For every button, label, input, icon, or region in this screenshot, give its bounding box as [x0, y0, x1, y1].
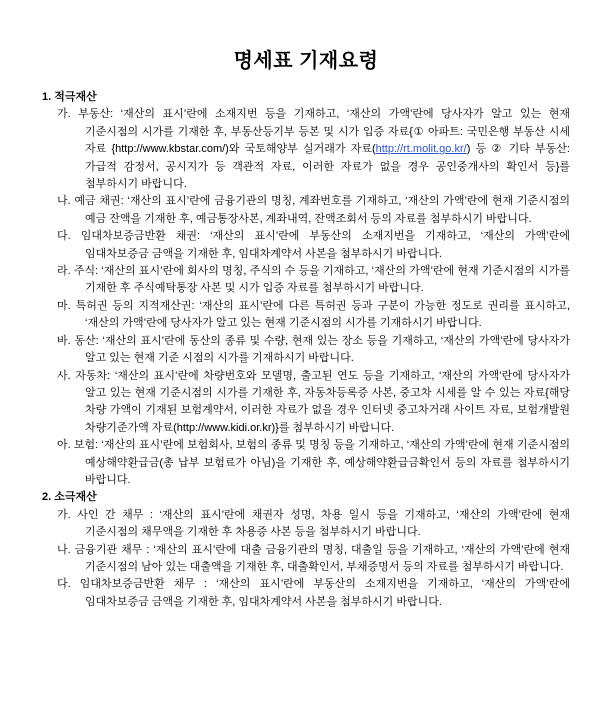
item-label: 나.	[57, 543, 75, 556]
item-text: 보험: ‘재산의 표시’란에 보험회사, 보험의 종류 및 명칭 등을 기재하고, ‘재산의 가액’란에 현재 기준시점의 예상해약환급금(총 납부 보험료가 아님)을 기재한 후, 예상해약환급금확인서 등의 자료를 첨부하시기 바랍니다.	[73, 439, 570, 486]
instruction-item	[57, 368, 570, 438]
item-text: 임대차보증금반환 채권: ‘재산의 표시’란에 부동산의 소재지번을 기재하고, ‘재산의 가액’란에 임대차보증금 금액을 기재한 후, 임대차계약서 사본을 첨부하시기 바랍니다.	[80, 230, 570, 260]
section-heading: 2. 소극재산	[42, 491, 97, 504]
item-text: ) 등 ② 기타 부동산: 가급적 감정서, 공시지가 등 객관적 자료, 이러한 자료가 없을 경우 공인중개사의 확인서 등}를 첨부하시기 바랍니다.	[85, 143, 570, 191]
document-title: 명세표 기재요령	[233, 50, 379, 72]
item-label: 다.	[57, 230, 81, 243]
item-label: 마.	[57, 299, 76, 312]
instruction-item	[57, 263, 570, 298]
item-text: 금융기관 채무 : ‘재산의 표시’란에 대출 금융기관의 명칭, 대출일 등을 기재하고, ‘재산의 가액’란에 현재 기준시점의 남아 있는 대출액을 기재한 후, 대출확인서, 부채증명서 등의 자료를 첨부하시기 바랍니다.	[74, 543, 570, 573]
item-label: 바.	[57, 334, 75, 347]
item-text: 사인 간 채무 : ‘재산의 표시’란에 채권자 성명, 차용 일시 등을 기재하고, ‘재산의 가액’란에 현재 기준시점의 채무액을 기재한 후 차용증 사본 등을 첨부하시기 바랍니다.	[77, 508, 571, 539]
item-text: 예금 채권: ‘재산의 표시’란에 금융기관의 명칭, 계좌번호를 기재하고, ‘재산의 가액’란에 현재 기준시점의 예금 잔액을 기재한 후, 예금통장사본, 계좌내역, 잔액조회서 등의 자료를 첨부하시기 바랍니다.	[74, 195, 570, 225]
sections-container	[42, 89, 570, 611]
instruction-item	[57, 228, 570, 263]
item-text: 주식: ‘재산의 표시’란에 회사의 명칭, 주식의 수 등을 기재하고, ‘재산의 가액’란에 현재 기준시점의 시가를 기재한 후 주식예탁통장 사본 및 시가 입증 자료를 첨부하시기 바랍니다.	[73, 265, 570, 295]
instruction-item	[57, 298, 570, 333]
instruction-item	[57, 542, 570, 577]
instruction-item	[57, 507, 570, 542]
section-items	[42, 106, 570, 489]
item-label: 다.	[57, 578, 80, 591]
item-label: 라.	[57, 265, 74, 278]
item-text: 특허권 등의 지적재산권: ‘재산의 표시’란에 다른 특허권 등과 구분이 가능한 정도로 권리를 표시하고, ‘재산의 가액’란에 당사자가 알고 있는 현재 기준시점의 시가를 기재하시기 바랍니다.	[75, 299, 570, 330]
instruction-item	[57, 193, 570, 228]
item-label: 가.	[57, 108, 79, 121]
hyperlink-url[interactable]: http://rt.molit.go.kr/	[375, 143, 467, 156]
item-text: 부동산: ‘재산의 표시’란에 소재지번 등을 기재하고, ‘재산의 가액’란에 당사자가 알고 있는 현재 기준시점의 시가를 기재한 후, 부동산등기부 등본 및 시가 입증 자료{① 아파트: 국민은행 부동산 시세 자료 {http://www.kbstar.com/)와 국토해양부 실거래가 자료(	[78, 108, 570, 156]
instruction-item	[57, 576, 570, 611]
section-heading: 1. 적극재산	[42, 91, 97, 103]
item-text: 동산: ‘재산의 표시’란에 동산의 종류 및 수량, 현재 있는 장소 등을 기재하고, ‘재산의 가액’란에 당사자가 알고 있는 현재 기준 시점의 시가를 기재하시기 바랍니다.	[74, 334, 570, 365]
item-label: 가.	[57, 508, 78, 521]
item-label: 아.	[57, 439, 74, 452]
instruction-item	[57, 437, 570, 489]
item-text: 임대차보증금반환 채무 : ‘재산의 표시’란에 부동산의 소재지번을 기재하고, ‘재산의 가액’란에 임대차보증금 금액을 기재한 후, 임대차계약서 사본을 첨부하시기 바랍니다.	[79, 578, 570, 608]
section-items	[42, 507, 570, 611]
item-text: 자동차: ‘재산의 표시’란에 차량번호와 모델명, 출고된 연도 등을 기재하고, ‘재산의 가액’란에 당사자가 알고 있는 현재 기준시점의 시가를 기재한 후, 자동차등록증 사본, 중고차 시세를 알 수 있는 자료{해당 차량 가액이 기재된 보험계약서, 이러한 자료가 없을 경우 인터넷 중고차거래 사이트 자료, 보험개발원 차량기준가액 자료(http://www.kidi.or.kr)}를 첨부하시기 바랍니다.	[75, 369, 570, 434]
instruction-item	[57, 106, 570, 193]
item-label: 사.	[57, 369, 76, 382]
item-label: 나.	[57, 195, 75, 208]
instruction-item	[57, 333, 570, 368]
